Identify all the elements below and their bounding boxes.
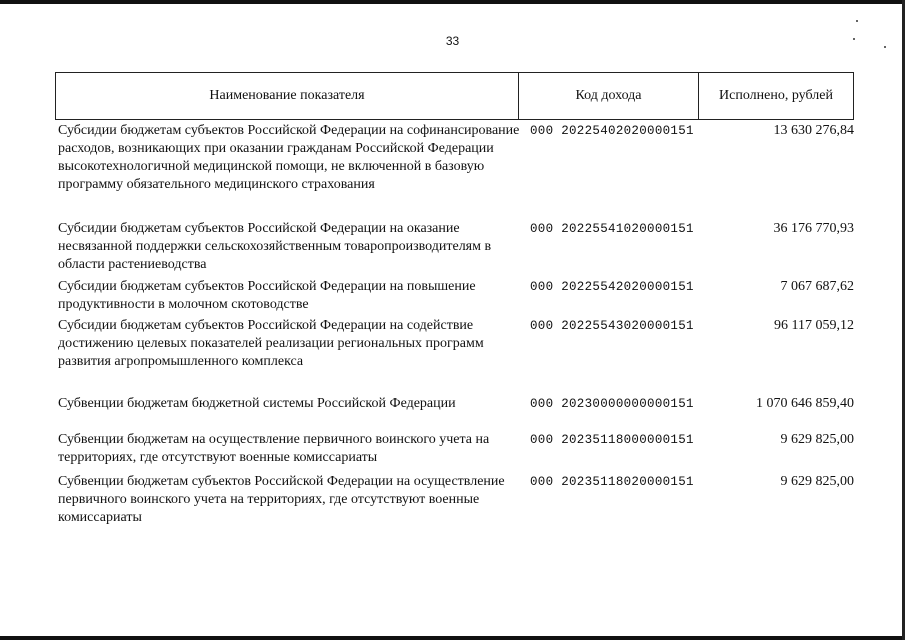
row-name: Субсидии бюджетам субъектов Российской Федерации на оказание несвязанной поддержки сельскохозяйственным товаропроизводителям в области растениеводства bbox=[58, 221, 492, 272]
scan-edge-bottom bbox=[0, 636, 905, 640]
row-code: 000 20235118020000151 bbox=[530, 475, 694, 489]
row-amount: 13 630 276,84 bbox=[773, 123, 854, 138]
row-code: 000 20225402020000151 bbox=[530, 124, 694, 138]
row-amount: 9 629 825,00 bbox=[780, 432, 854, 447]
header-amount-column: Исполнено, рублей bbox=[719, 88, 833, 103]
row-code: 000 20235118000000151 bbox=[530, 433, 694, 447]
row-code: 000 20225542020000151 bbox=[530, 280, 694, 294]
row-name: Субсидии бюджетам субъектов Российской Федерации на софинансирование расходов, возникающих при оказании гражданам Российской Федерации высокотехнологичной медицинской помощи, не включенной в базовую программу обязательного медицинского страхования bbox=[58, 123, 520, 192]
row-code: 000 20225541020000151 bbox=[530, 222, 694, 236]
row-amount: 1 070 646 859,40 bbox=[756, 396, 854, 411]
scan-speck bbox=[856, 20, 858, 22]
row-name: Субсидии бюджетам субъектов Российской Федерации на содействие достижению целевых показателей реализации региональных программ развития агропромышленного комплекса bbox=[58, 318, 484, 369]
row-name: Субсидии бюджетам субъектов Российской Федерации на повышение продуктивности в молочном скотоводстве bbox=[58, 279, 476, 312]
row-amount: 96 117 059,12 bbox=[774, 318, 854, 333]
row-name: Субвенции бюджетам на осуществление первичного воинского учета на территориях, где отсутствуют военные комиссариаты bbox=[58, 432, 490, 465]
row-code: 000 20225543020000151 bbox=[530, 319, 694, 333]
row-name: Субвенции бюджетам субъектов Российской Федерации на осуществление первичного воинского учета на территориях, где отсутствуют военные комиссариаты bbox=[58, 474, 505, 525]
row-amount: 7 067 687,62 bbox=[780, 279, 854, 294]
header-code-column: Код дохода bbox=[519, 73, 699, 119]
scan-edge-top bbox=[0, 0, 905, 4]
page-number: 33 bbox=[445, 34, 460, 48]
row-code: 000 20230000000000151 bbox=[530, 397, 694, 411]
row-name: Субвенции бюджетам бюджетной системы Российской Федерации bbox=[58, 396, 456, 411]
table-header bbox=[55, 72, 854, 120]
row-amount: 36 176 770,93 bbox=[773, 221, 854, 236]
row-amount: 9 629 825,00 bbox=[780, 474, 854, 489]
header-name-column: Наименование показателя bbox=[56, 73, 519, 119]
